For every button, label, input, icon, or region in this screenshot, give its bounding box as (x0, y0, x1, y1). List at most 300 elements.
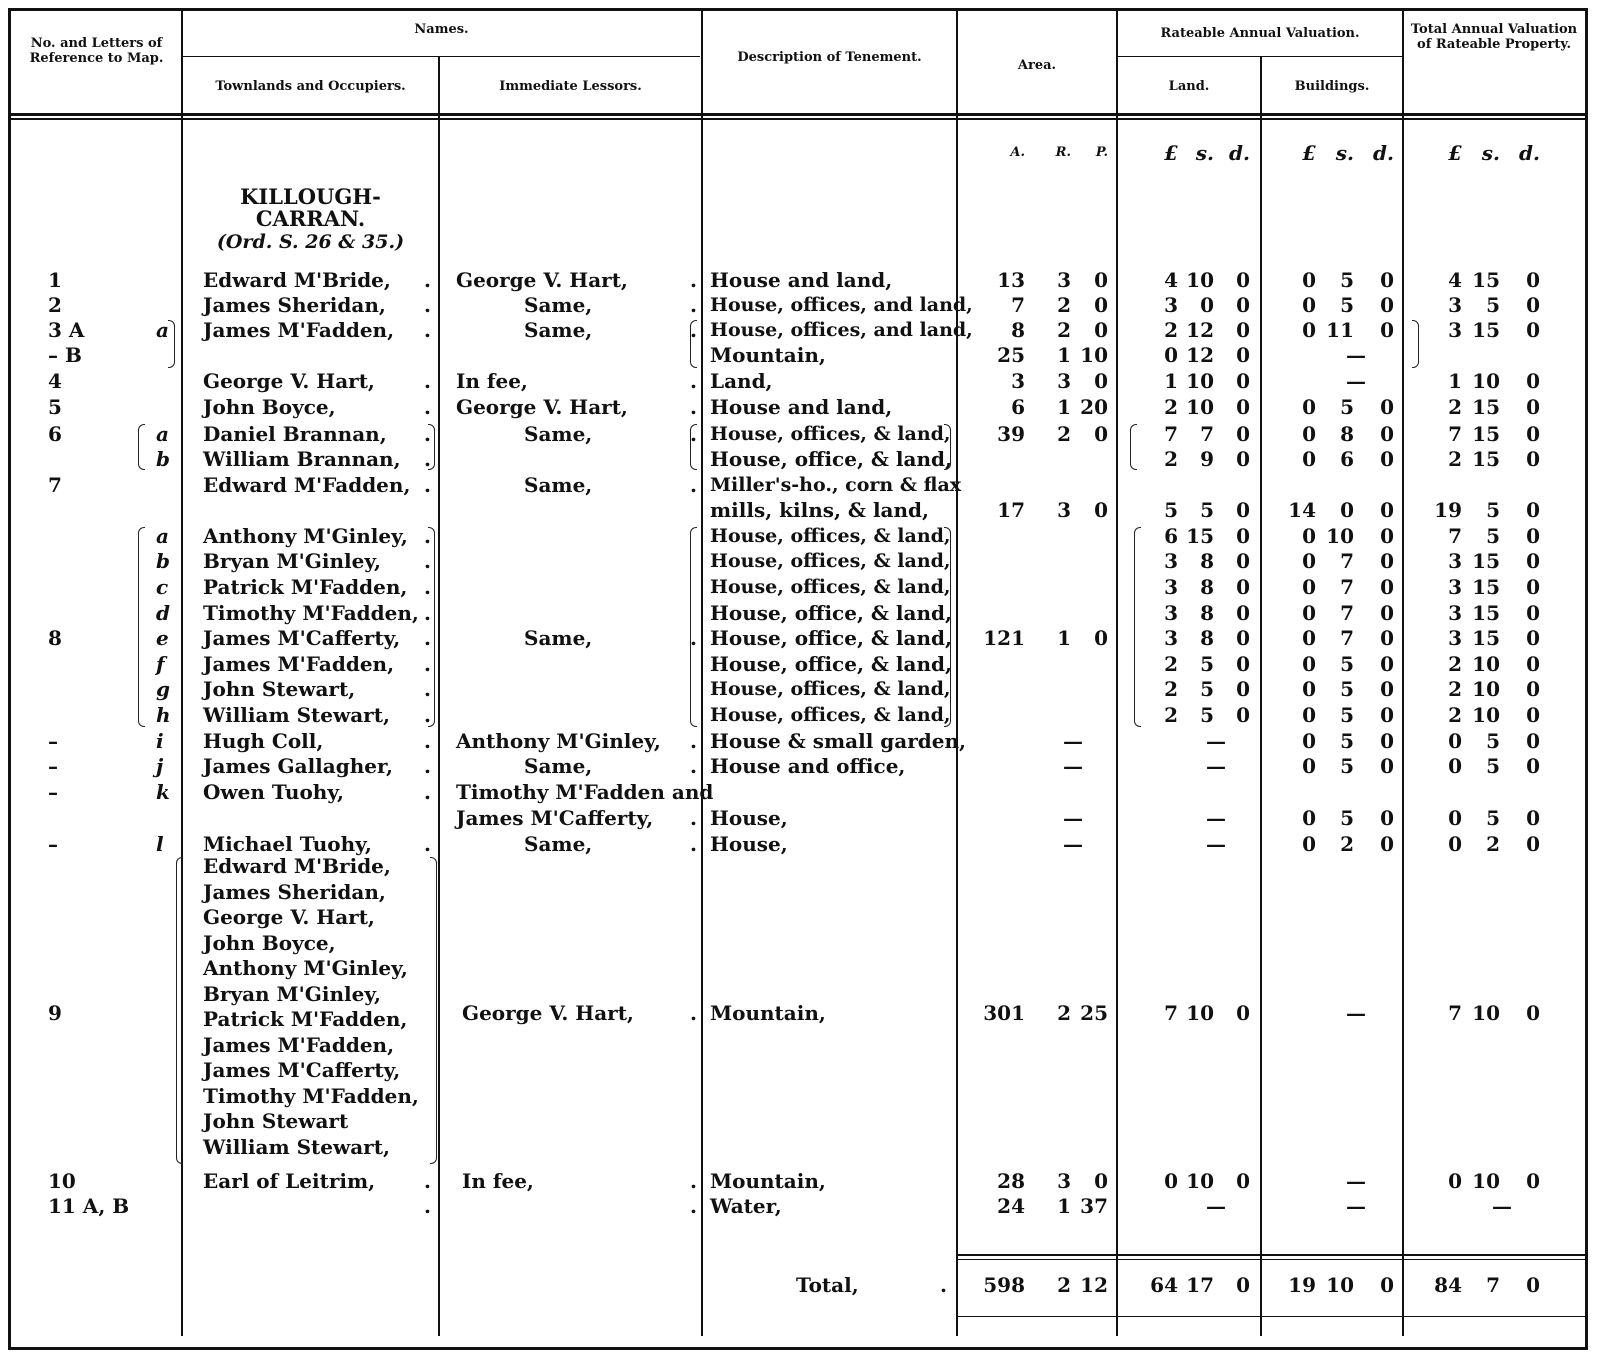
row-tot-2: 0 (1526, 729, 1540, 753)
row-tot-1: 15 (1472, 575, 1500, 599)
row-bld-1: 7 (1340, 601, 1354, 625)
lessor-name: In fee, (462, 1169, 534, 1193)
occupier-name: Patrick M'Fadden, (203, 575, 408, 599)
occupier-name: Edward M'Bride, (203, 268, 391, 292)
occupier-name: Bryan M'Ginley, (203, 549, 381, 573)
tail-tot-1: 10 (1472, 1169, 1500, 1193)
row-tot-1: 15 (1472, 447, 1500, 471)
row-area-0: 7 (1011, 293, 1025, 317)
row-bld-0: 14 (1288, 498, 1316, 522)
row-bld-0: — (1346, 369, 1366, 393)
row-land-1: 10 (1186, 369, 1214, 393)
left-brace (176, 857, 183, 1164)
row-tot-2: 0 (1526, 524, 1540, 548)
leader-dot: . (690, 1001, 697, 1025)
row-land-2: 0 (1236, 395, 1250, 419)
row-land-1: 5 (1200, 677, 1214, 701)
ref-letter: d (156, 601, 170, 625)
header-bottom-rule (11, 113, 1585, 116)
row-land-1: 8 (1200, 575, 1214, 599)
group9-occupier: James Sheridan, (203, 879, 386, 904)
row-tot-0: 2 (1448, 447, 1462, 471)
lessor-name: In fee, (456, 369, 528, 393)
right-brace (428, 527, 435, 727)
row-bld-1: 5 (1340, 293, 1354, 317)
ref-letter: f (156, 652, 165, 676)
row-land-1: 10 (1186, 268, 1214, 292)
leader-dot: . (690, 1169, 697, 1193)
row-land-2: 0 (1236, 677, 1250, 701)
row-area-1: 2 (1057, 293, 1071, 317)
right-brace (1412, 320, 1419, 368)
tenement-description: House, office, & land, (710, 652, 952, 676)
row-tot-0: 4 (1448, 268, 1462, 292)
tenement-description: House and land, (710, 268, 893, 292)
header-townlands: Townlands and Occupiers. (215, 79, 406, 94)
row-tot-2: 0 (1526, 395, 1540, 419)
row-land-1: 5 (1200, 498, 1214, 522)
row-bld-2: 0 (1380, 293, 1394, 317)
group9-bld: — (1346, 1001, 1366, 1025)
row-land-0: — (1206, 832, 1226, 856)
row-bld-1: 10 (1326, 524, 1354, 548)
ref-letter: i (156, 729, 164, 753)
row-tot-1: 5 (1486, 498, 1500, 522)
row-tot-0: 0 (1448, 832, 1462, 856)
row-tot-0: 7 (1448, 524, 1462, 548)
row-tot-1: 5 (1486, 754, 1500, 778)
header-area: Area. (1017, 58, 1057, 73)
unit-bld-0: £ (1302, 141, 1316, 165)
tail-land-1: 10 (1186, 1169, 1214, 1193)
leader-dot: . (690, 369, 697, 393)
header-land: Land. (1168, 79, 1210, 94)
row-land-2: 0 (1236, 318, 1250, 342)
left-brace (1134, 527, 1141, 727)
row-tot-0: 0 (1448, 806, 1462, 830)
tenement-description: Mountain, (710, 1169, 826, 1193)
row-bld-1: 5 (1340, 677, 1354, 701)
totals-rule-top-2 (958, 1259, 1585, 1260)
row-bld-1: 5 (1340, 754, 1354, 778)
right-brace (430, 857, 437, 1164)
tenement-description: House and office, (710, 754, 906, 778)
unit-land-2: d. (1229, 141, 1250, 165)
row-land-0: 2 (1164, 318, 1178, 342)
row-bld-0: 0 (1302, 677, 1316, 701)
row-land-2: 0 (1236, 703, 1250, 727)
row-tot-0: 3 (1448, 293, 1462, 317)
row-tot-1: 2 (1486, 832, 1500, 856)
header-rateable: Rateable Annual Valuation. (1160, 26, 1360, 41)
row-bld-0: 0 (1302, 549, 1316, 573)
group9-land-2: 0 (1236, 1001, 1250, 1025)
tenement-description: House, offices, & land, (710, 525, 951, 547)
row-bld-0: 0 (1302, 293, 1316, 317)
totals-bld-1: 10 (1326, 1273, 1354, 1297)
leader-dot: . (690, 422, 697, 446)
ref-letter: b (156, 447, 170, 471)
leader-dot: . (690, 473, 697, 497)
row-land-2: 0 (1236, 369, 1250, 393)
row-area-0: 8 (1011, 318, 1025, 342)
tenement-description: House, offices, & land, (710, 704, 951, 726)
row-bld-1: 7 (1340, 549, 1354, 573)
row-tot-2: 0 (1526, 268, 1540, 292)
totals-bld-0: 19 (1288, 1273, 1316, 1297)
row-area-2: 0 (1094, 268, 1108, 292)
row-bld-1: 8 (1340, 422, 1354, 446)
ref-number: 11 A, B (48, 1194, 130, 1218)
row-land-0: 2 (1164, 652, 1178, 676)
leader-dot: . (424, 754, 431, 778)
unit-area-0: A. (1010, 145, 1025, 160)
totals-land-2: 0 (1236, 1273, 1250, 1297)
row-tot-0: 3 (1448, 549, 1462, 573)
header-total: Total Annual Valuation of Rateable Property. (1410, 22, 1578, 52)
tenement-description: House, offices, and land, (710, 319, 973, 341)
col-line-6 (1260, 57, 1262, 1336)
leader-dot: . (690, 1194, 697, 1218)
row-tot-2: 0 (1526, 754, 1540, 778)
tail-tot-0: — (1492, 1194, 1512, 1218)
group9-tot-2: 0 (1526, 1001, 1540, 1025)
leader-dot: . (690, 318, 697, 342)
tail-area-0: 28 (997, 1169, 1025, 1193)
leader-dot: . (690, 395, 697, 419)
row-land-1: 12 (1186, 318, 1214, 342)
tenement-description: House, (710, 832, 788, 856)
row-bld-0: 0 (1302, 754, 1316, 778)
col-line-2 (438, 57, 440, 1336)
group9-occupier: George V. Hart, (203, 905, 375, 929)
totals-area-0: 598 (983, 1273, 1025, 1297)
tail-area-1: 1 (1057, 1194, 1071, 1218)
row-bld-1: 6 (1340, 447, 1354, 471)
ref-letter: a (156, 422, 169, 446)
tenement-description: House, office, & land, (710, 601, 952, 625)
col-line-7 (1402, 11, 1404, 1336)
header-names: Names. (414, 22, 469, 37)
row-area-1: 2 (1057, 318, 1071, 342)
row-area-0: 39 (997, 422, 1025, 446)
row-tot-1: 5 (1486, 806, 1500, 830)
tail-area-2: 37 (1080, 1194, 1108, 1218)
row-tot-1: 10 (1472, 703, 1500, 727)
row-land-1: 10 (1186, 395, 1214, 419)
townland-name-2: CARRAN. (255, 206, 366, 231)
row-bld-0: 0 (1302, 652, 1316, 676)
tail-land-2: 0 (1236, 1169, 1250, 1193)
tenement-description: House, offices, and land, (710, 294, 973, 316)
leader-dot: . (690, 293, 697, 317)
row-tot-2: 0 (1526, 601, 1540, 625)
row-tot-1: 15 (1472, 318, 1500, 342)
row-land-2: 0 (1236, 549, 1250, 573)
ref-number: – (48, 729, 58, 753)
row-bld-2: 0 (1380, 549, 1394, 573)
leader-dot: . (424, 422, 431, 446)
group9-occupier: Patrick M'Fadden, (203, 1007, 408, 1031)
ref-number: 8 (48, 626, 62, 650)
ref-letter: a (156, 318, 169, 342)
row-bld-2: 0 (1380, 498, 1394, 522)
leader-dot: . (424, 524, 431, 548)
row-land-2: 0 (1236, 524, 1250, 548)
row-area-1: 3 (1057, 369, 1071, 393)
unit-bld-2: d. (1373, 141, 1394, 165)
row-land-2: 0 (1236, 498, 1250, 522)
ref-letter: a (156, 524, 169, 548)
row-bld-2: 0 (1380, 422, 1394, 446)
leader-dot: . (424, 395, 431, 419)
row-area-2: 10 (1080, 343, 1108, 367)
leader-dot: . (690, 832, 697, 856)
tenement-description: House, offices, & land, (710, 423, 951, 445)
totals-land-0: 64 (1150, 1273, 1178, 1297)
row-land-0: 6 (1164, 524, 1178, 548)
row-land-0: 2 (1164, 447, 1178, 471)
group9-area-0: 301 (983, 1001, 1025, 1025)
totals-land-1: 17 (1186, 1273, 1214, 1297)
row-land-0: 2 (1164, 395, 1178, 419)
row-tot-0: 2 (1448, 677, 1462, 701)
group9-occupier: William Stewart, (203, 1134, 390, 1159)
row-bld-2: 0 (1380, 754, 1394, 778)
occupier-name: James M'Cafferty, (203, 626, 401, 650)
lessor-name: Same, (524, 293, 593, 317)
row-tot-2: 0 (1526, 318, 1540, 342)
row-land-1: 8 (1200, 626, 1214, 650)
ref-letter: h (156, 703, 171, 727)
tail-tot-0: 0 (1448, 1169, 1462, 1193)
col-line-3 (701, 11, 703, 1336)
group9-occupier: Anthony M'Ginley, (203, 956, 408, 980)
row-land-0: 3 (1164, 601, 1178, 625)
ref-number: 5 (48, 395, 62, 419)
ref-letter: k (156, 780, 170, 804)
lessor-name: Same, (524, 832, 593, 856)
totals-bld-2: 0 (1380, 1273, 1394, 1297)
row-land-0: 1 (1164, 369, 1178, 393)
ref-number: 7 (48, 473, 62, 497)
leader-dot: . (424, 832, 431, 856)
row-land-1: 5 (1200, 703, 1214, 727)
ref-number: 9 (48, 1001, 62, 1025)
row-bld-0: 0 (1302, 447, 1316, 471)
row-area-0: — (1063, 754, 1083, 778)
row-area-1: 3 (1057, 268, 1071, 292)
row-land-2: 0 (1236, 601, 1250, 625)
ref-number: – B (48, 343, 82, 367)
row-bld-2: 0 (1380, 601, 1394, 625)
row-land-0: — (1206, 729, 1226, 753)
row-tot-1: 5 (1486, 729, 1500, 753)
row-bld-2: 0 (1380, 575, 1394, 599)
occupier-name: John Stewart, (203, 677, 356, 701)
occupier-name: James M'Fadden, (203, 652, 395, 676)
row-land-1: 15 (1186, 524, 1214, 548)
header-bottom-rule-2 (11, 118, 1585, 120)
row-land-2: 0 (1236, 268, 1250, 292)
leader-dot: . (424, 369, 431, 393)
row-bld-2: 0 (1380, 524, 1394, 548)
row-tot-2: 0 (1526, 575, 1540, 599)
leader-dot: . (424, 601, 431, 625)
unit-tot-0: £ (1448, 141, 1462, 165)
row-bld-2: 0 (1380, 652, 1394, 676)
unit-area-1: R. (1055, 145, 1071, 160)
row-bld-2: 0 (1380, 395, 1394, 419)
row-bld-2: 0 (1380, 677, 1394, 701)
totals-area-2: 12 (1080, 1273, 1108, 1297)
row-area-2: 0 (1094, 318, 1108, 342)
tenement-description: House, (710, 806, 788, 830)
row-bld-0: 0 (1302, 729, 1316, 753)
row-tot-1: 15 (1472, 626, 1500, 650)
row-bld-1: 5 (1340, 806, 1354, 830)
group9-occupier: James M'Fadden, (203, 1032, 395, 1057)
row-land-1: 7 (1200, 422, 1214, 446)
lessor-name: Same, (524, 473, 593, 497)
row-area-1: 1 (1057, 395, 1071, 419)
row-bld-2: 0 (1380, 268, 1394, 292)
row-land-0: 3 (1164, 293, 1178, 317)
row-tot-0: 0 (1448, 754, 1462, 778)
tenement-description: Mountain, (710, 343, 826, 367)
row-bld-0: 0 (1302, 601, 1316, 625)
row-tot-0: 19 (1434, 498, 1462, 522)
leader-dot: . (424, 1194, 431, 1218)
row-bld-1: 5 (1340, 268, 1354, 292)
ref-letter: g (156, 677, 170, 701)
totals-label: Total, (796, 1273, 859, 1297)
ordnance-sheet: (Ord. S. 26 & 35.) (216, 231, 405, 253)
row-bld-2: 0 (1380, 703, 1394, 727)
left-brace (690, 320, 697, 368)
row-land-1: 9 (1200, 447, 1214, 471)
totals-rule-top (958, 1254, 1585, 1256)
tail-bld-0: — (1346, 1194, 1366, 1218)
ref-number: – (48, 832, 58, 856)
leader-dot: . (424, 652, 431, 676)
row-bld-0: 0 (1302, 832, 1316, 856)
ref-letter: b (156, 549, 170, 573)
row-tot-0: 2 (1448, 652, 1462, 676)
header-lessors: Immediate Lessors. (499, 79, 642, 94)
tail-tot-2: 0 (1526, 1169, 1540, 1193)
row-bld-1: 11 (1326, 318, 1354, 342)
occupier-name: James Sheridan, (203, 293, 386, 317)
tail-land-0: — (1206, 1194, 1226, 1218)
leader-dot: . (424, 318, 431, 342)
row-land-0: 0 (1164, 343, 1178, 367)
tenement-description: House, offices, & land, (710, 678, 951, 700)
leader-dot: . (940, 1273, 947, 1297)
row-bld-1: 2 (1340, 832, 1354, 856)
ref-number: 6 (48, 422, 62, 446)
row-tot-1: 10 (1472, 652, 1500, 676)
row-tot-2: 0 (1526, 806, 1540, 830)
row-area-0: 3 (1011, 369, 1025, 393)
row-land-2: 0 (1236, 293, 1250, 317)
lessor-name: George V. Hart, (462, 1001, 634, 1025)
row-area-0: — (1063, 729, 1083, 753)
group9-area-2: 25 (1080, 1001, 1108, 1025)
tenement-description: mills, kilns, & land, (710, 498, 929, 522)
lessor-name: Same, (524, 626, 593, 650)
occupier-name: Edward M'Fadden, (203, 473, 411, 497)
row-bld-0: 0 (1302, 626, 1316, 650)
row-area-0: — (1063, 832, 1083, 856)
group9-land-1: 10 (1186, 1001, 1214, 1025)
tenement-description: House, offices, & land, (710, 550, 951, 572)
row-tot-0: 1 (1448, 369, 1462, 393)
ref-letter: j (156, 754, 164, 778)
row-area-2: 0 (1094, 498, 1108, 522)
totals-tot-2: 0 (1526, 1273, 1540, 1297)
row-bld-1: 5 (1340, 652, 1354, 676)
occupier-name: Earl of Leitrim, (203, 1169, 376, 1193)
row-land-0: 2 (1164, 703, 1178, 727)
row-bld-1: 5 (1340, 729, 1354, 753)
group9-occupier: John Boyce, (203, 930, 336, 955)
row-bld-1: 7 (1340, 626, 1354, 650)
lessor-name: George V. Hart, (456, 395, 628, 419)
leader-dot: . (424, 447, 431, 471)
lessor-name: Same, (524, 422, 593, 446)
row-tot-0: 7 (1448, 422, 1462, 446)
occupier-name: James Gallagher, (203, 754, 394, 778)
occupier-name: Hugh Coll, (203, 729, 324, 753)
row-area-2: 0 (1094, 369, 1108, 393)
row-tot-2: 0 (1526, 626, 1540, 650)
row-tot-0: 3 (1448, 575, 1462, 599)
unit-tot-1: s. (1481, 141, 1500, 165)
lessor-name: Same, (524, 754, 593, 778)
occupier-name: James M'Fadden, (203, 318, 395, 342)
row-bld-0: 0 (1302, 575, 1316, 599)
row-land-0: 4 (1164, 268, 1178, 292)
row-bld-1: 0 (1340, 498, 1354, 522)
tenement-description: House, office, & land, (710, 447, 952, 471)
leader-dot: . (690, 268, 697, 292)
row-bld-0: 0 (1302, 422, 1316, 446)
row-bld-0: 0 (1302, 524, 1316, 548)
left-brace (690, 424, 697, 470)
townland-name-1: KILLOUGH- (240, 184, 381, 209)
row-land-2: 0 (1236, 447, 1250, 471)
row-land-1: 8 (1200, 549, 1214, 573)
row-tot-1: 15 (1472, 549, 1500, 573)
row-bld-0: 0 (1302, 318, 1316, 342)
group9-land-0: 7 (1164, 1001, 1178, 1025)
row-area-0: — (1063, 806, 1083, 830)
leader-dot: . (690, 806, 697, 830)
leader-dot: . (424, 780, 431, 804)
right-brace (944, 424, 951, 470)
unit-tot-2: d. (1519, 141, 1540, 165)
row-tot-1: 15 (1472, 268, 1500, 292)
row-tot-2: 0 (1526, 677, 1540, 701)
tenement-description: Mountain, (710, 1001, 826, 1025)
ref-number: 3 A (48, 318, 85, 342)
right-brace (428, 424, 435, 470)
row-area-2: 0 (1094, 626, 1108, 650)
right-brace (168, 320, 175, 368)
row-tot-1: 15 (1472, 395, 1500, 419)
row-area-1: 1 (1057, 343, 1071, 367)
